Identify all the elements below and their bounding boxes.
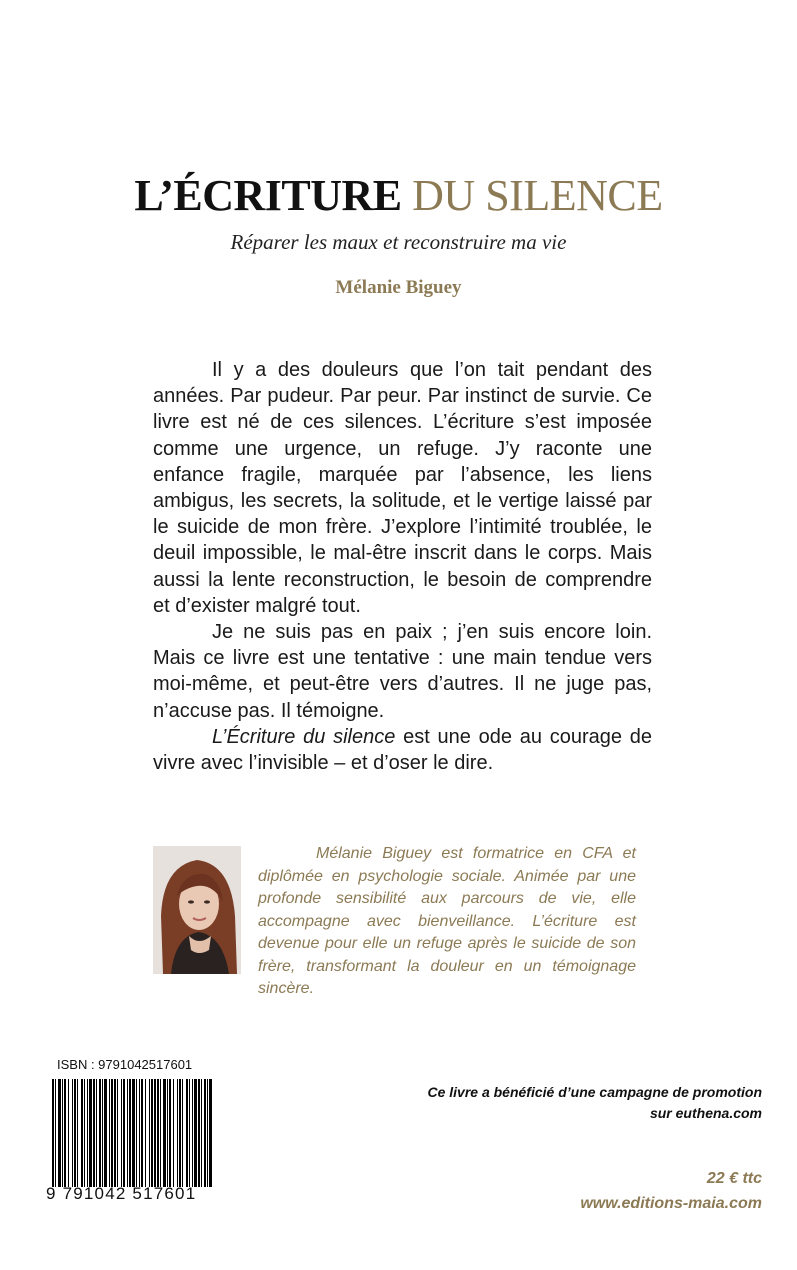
blurb-paragraph-3-rest: est une ode au courage de vivre avec l’invisible – et d’oser le dire. — [153, 725, 652, 775]
back-cover-blurb — [153, 357, 652, 776]
publisher-website: www.editions-maia.com — [580, 1195, 762, 1212]
promotion-notice — [362, 1082, 762, 1124]
barcode-bars — [52, 1079, 212, 1187]
blurb-book-title-italic: L’Écriture du silence — [212, 725, 396, 748]
promotion-line-2: sur euthena.com — [649, 1105, 762, 1121]
blurb-paragraph-3 — [153, 724, 652, 776]
barcode-digits: 9 791042 517601 — [46, 1184, 197, 1203]
author-photo — [153, 846, 241, 974]
title-part-2: DU SILENCE — [412, 171, 663, 220]
title-part-1: L’ÉCRITURE — [134, 171, 402, 220]
author-name: Mélanie Biguey — [335, 277, 462, 298]
isbn-label: ISBN : 9791042517601 — [57, 1057, 193, 1072]
bio-text: Mélanie Biguey est formatrice en CFA et diplômée en psychologie sociale. Animée par une profonde sensibilité aux parcours de vie, elle accompagne avec bienveillance. L’écriture est devenue pour elle un refuge après le suicide de son frère, transformant la douleur en un témoignage sincère. — [258, 845, 636, 997]
author-portrait-image — [153, 846, 241, 974]
book-subtitle: Réparer les maux et reconstruire ma vie — [230, 230, 567, 254]
promotion-line-1: Ce livre a bénéficié d’une campagne de promotion — [427, 1084, 762, 1100]
blurb-paragraph-1: Il y a des douleurs que l’on tait pendant des années. Par pudeur. Par peur. Par instinct de survie. Ce livre est né de ces silences. L’écriture s’est imposée comme une urgence, un refuge. J’y raconte une enfance fragile, marquée par l’absence, les liens ambigus, les secrets, la solitude, et le vertige laissé par le suicide de mon frère. J’explore l’intimité troublée, le deuil impossible, le mal-être inscrit dans le corps. Mais aussi la lente reconstruction, le besoin de comprendre et d’exister malgré tout. — [153, 359, 652, 617]
blurb-paragraph-2: Je ne suis pas en paix ; j’en suis encore loin. Mais ce livre est une tentative : une main tendue vers moi-même, et peut-être vers d’autres. Il ne juge pas, n’accuse pas. Il témoigne. — [153, 621, 652, 722]
price: 22 € ttc — [706, 1170, 762, 1187]
author-biography — [258, 843, 636, 1001]
barcode — [52, 1079, 212, 1187]
book-title — [0, 170, 797, 222]
